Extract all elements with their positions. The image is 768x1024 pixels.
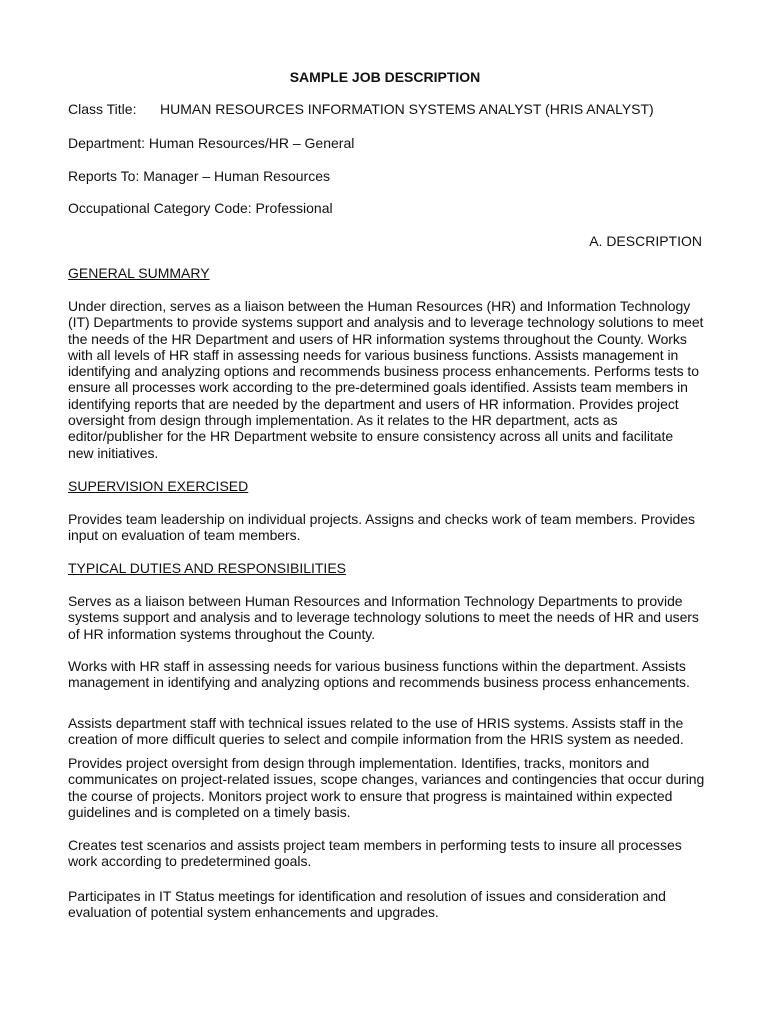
paragraph-line: work according to predetermined goals. bbox=[68, 853, 312, 870]
reports-to-line: Reports To: Manager – Human Resources bbox=[68, 168, 330, 184]
duties-paragraph-3 bbox=[68, 715, 702, 748]
paragraph-line: evaluation of potential system enhancements and upgrades. bbox=[68, 904, 439, 921]
paragraph-line: Under direction, serves as a liaison between the Human Resources (HR) and Information Technology bbox=[68, 298, 691, 314]
section-a-heading: A. DESCRIPTION bbox=[589, 233, 702, 249]
paragraph-line: creation of more difficult queries to select and compile information from the HRIS system as needed. bbox=[68, 731, 684, 748]
paragraph-line: the needs of the HR Department and users of HR information systems throughout the County. Works bbox=[68, 330, 687, 347]
paragraph-line: (IT) Departments to provide systems support and analysis and to leverage technology solutions to meet bbox=[68, 314, 704, 331]
duties-paragraph-5 bbox=[68, 837, 702, 870]
duties-paragraph-6 bbox=[68, 888, 702, 921]
paragraph-line: identifying and analyzing options and recommends business process enhancements. Performs tests to bbox=[68, 363, 699, 380]
supervision-paragraph bbox=[68, 511, 702, 544]
paragraph-line: communicates on project-related issues, scope changes, variances and contingencies that occur during bbox=[68, 771, 705, 788]
paragraph-line: Serves as a liaison between Human Resources and Information Technology Departments to provide bbox=[68, 593, 683, 609]
paragraph-line: Participates in IT Status meetings for identification and resolution of issues and consideration and bbox=[68, 888, 666, 904]
paragraph-line: systems support and analysis and to leverage technology solutions to meet the needs of HR and users bbox=[68, 609, 699, 626]
department-line: Department: Human Resources/HR – General bbox=[68, 135, 355, 151]
class-title-value: HUMAN RESOURCES INFORMATION SYSTEMS ANALYST (HRIS ANALYST) bbox=[160, 101, 654, 117]
duties-paragraph-1 bbox=[68, 593, 702, 642]
occupational-category-line: Occupational Category Code: Professional bbox=[68, 200, 333, 216]
paragraph-line: the course of projects. Monitors project work to ensure that progress is maintained within expected bbox=[68, 787, 673, 804]
document-page bbox=[68, 0, 705, 1024]
paragraph-line: of HR information systems throughout the County. bbox=[68, 625, 376, 642]
duties-paragraph-2 bbox=[68, 658, 702, 691]
paragraph-line: with all levels of HR staff in assessing needs for various business functions. Assists management in bbox=[68, 346, 679, 363]
paragraph-line: guidelines and is completed on a timely basis. bbox=[68, 803, 351, 820]
general-summary-paragraph bbox=[68, 298, 702, 461]
duties-paragraph-4 bbox=[68, 755, 705, 820]
paragraph-line: Provides project oversight from design through implementation. Identifies, tracks, monitors and bbox=[68, 755, 650, 771]
duties-heading: TYPICAL DUTIES AND RESPONSIBILITIES bbox=[68, 560, 346, 576]
paragraph-line: editor/publisher for the HR Department website to ensure consistency across all units and facilitate bbox=[68, 428, 674, 445]
paragraph-line: Provides team leadership on individual projects. Assigns and checks work of team members. Provides bbox=[68, 511, 695, 527]
paragraph-line: Creates test scenarios and assists project team members in performing tests to insure all processes bbox=[68, 837, 682, 853]
paragraph-line: oversight from design through implementation. As it relates to the HR department, acts as bbox=[68, 412, 618, 429]
supervision-heading: SUPERVISION EXERCISED bbox=[68, 478, 249, 494]
paragraph-line: input on evaluation of team members. bbox=[68, 527, 301, 544]
class-title-label: Class Title: bbox=[68, 101, 137, 117]
paragraph-line: new initiatives. bbox=[68, 444, 159, 461]
paragraph-line: Assists department staff with technical issues related to the use of HRIS systems. Assists staff in the bbox=[68, 715, 684, 731]
paragraph-line: management in identifying and analyzing options and recommends business process enhancements. bbox=[68, 674, 690, 691]
class-title-row bbox=[68, 101, 702, 117]
paragraph-line: identifying reports that are needed by the department and users of HR information. Provides project bbox=[68, 395, 679, 412]
paragraph-line: ensure all processes work according to the pre-determined goals identified. Assists team members in bbox=[68, 379, 688, 396]
document-title: SAMPLE JOB DESCRIPTION bbox=[289, 69, 481, 85]
paragraph-line: Works with HR staff in assessing needs for various business functions within the department. Assists bbox=[68, 658, 686, 674]
general-summary-heading: GENERAL SUMMARY bbox=[68, 265, 210, 281]
